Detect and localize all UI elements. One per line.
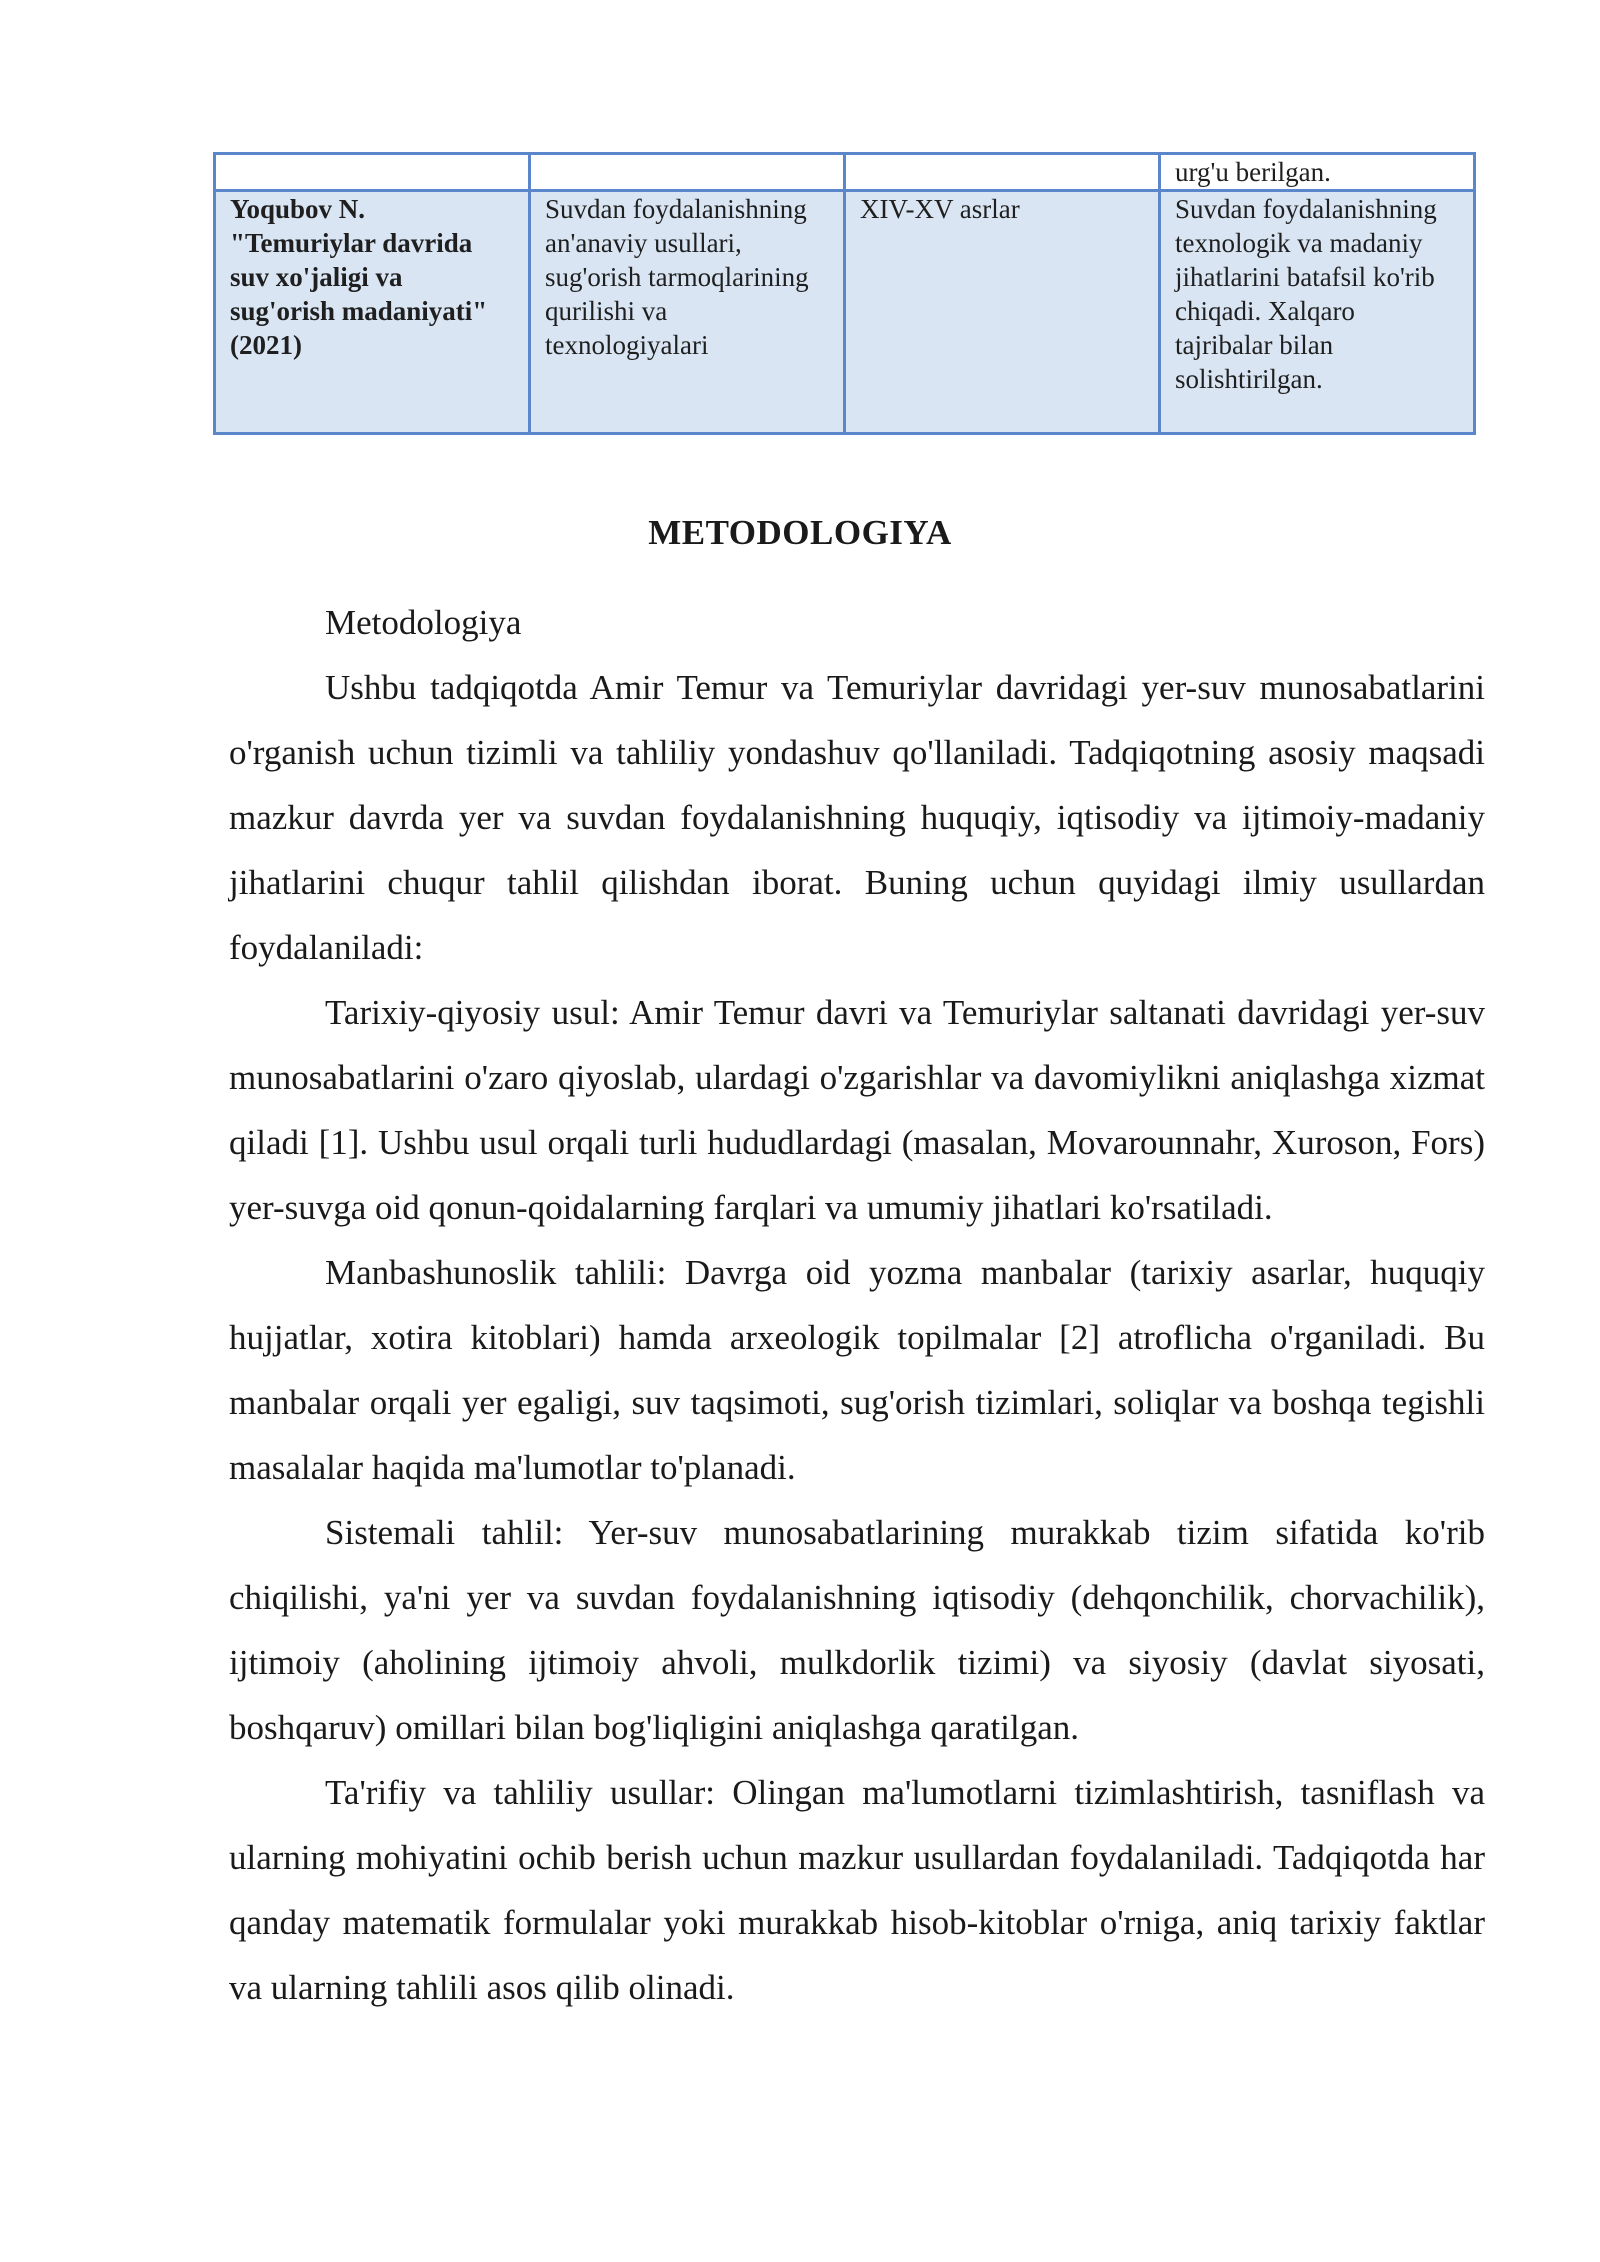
literature-review-table [213, 152, 1476, 435]
section-heading: METODOLOGIYA [648, 513, 952, 552]
subheading: Metodologiya [325, 603, 522, 642]
topic-cell: Suvdan foydalanishning an'anaviy usullari, sug'orish tarmoqlarining qurilishi va texnologiyalari [530, 191, 845, 434]
paragraph-source-analysis: Manbashunoslik tahlili: Davrga oid yozma manbalar (tarixiy asarlar, huquqiy hujjatlar, xotira kitoblari) hamda arxeologik topilmalar [2] atroflicha o'rganiladi. Bu manbalar orqali yer egaligi, suv taqsimoti, sug'orish tizimlari, soliqlar va boshqa tegishli masalalar haqida ma'lumotlar to'planadi. [229, 1253, 1485, 1487]
body-text [229, 590, 1485, 2020]
author-cell: Yoqubov N. "Temuriylar davrida suv xo'jaligi va sug'orish madaniyati" (2021) [215, 191, 530, 434]
table-cell: urg'u berilgan. [1160, 154, 1475, 191]
table-cell [530, 154, 845, 191]
table-cell [845, 154, 1160, 191]
notes-cell: Suvdan foydalanishning texnologik va madaniy jihatlarini batafsil ko'rib chiqadi. Xalqaro tajribalar bilan solishtirilgan. [1160, 191, 1475, 434]
table-row-continuation [215, 154, 1475, 191]
table-cell [215, 154, 530, 191]
paragraph-intro: Ushbu tadqiqotda Amir Temur va Temuriylar davridagi yer-suv munosabatlarini o'rganish uchun tizimli va tahliliy yondashuv qo'llaniladi. Tadqiqotning asosiy maqsadi mazkur davrda yer va suvdan foydalanishning huquqiy, iqtisodiy va ijtimoiy-madaniy jihatlarini chuqur tahlil qilishdan iborat. Buning uchun quyidagi ilmiy usullardan foydalaniladi: [229, 668, 1485, 967]
period-cell: XIV-XV asrlar [845, 191, 1160, 434]
paragraph-systemic-analysis: Sistemali tahlil: Yer-suv munosabatlarining murakkab tizim sifatida ko'rib chiqilishi, ya'ni yer va suvdan foydalanishning iqtisodiy (dehqonchilik, chorvachilik), ijtimoiy (aholining ijtimoiy ahvoli, mulkdorlik tizimi) va siyosiy (davlat siyosati, boshqaruv) omillari bilan bog'liqligini aniqlashga qaratilgan. [229, 1513, 1485, 1747]
paragraph-descriptive-methods: Ta'rifiy va tahliliy usullar: Olingan ma'lumotlarni tizimlashtirish, tasniflash va ularning mohiyatini ochib berish uchun mazkur usullardan foydalaniladi. Tadqiqotda har qanday matematik formulalar yoki murakkab hisob-kitoblar o'rniga, aniq tarixiy faktlar va ularning tahlili asos qilib olinadi. [229, 1773, 1485, 2007]
table-row [215, 191, 1475, 434]
paragraph-historical-comparative: Tarixiy-qiyosiy usul: Amir Temur davri va Temuriylar saltanati davridagi yer-suv munosabatlarini o'zaro qiyoslab, ulardagi o'zgarishlar va davomiylikni aniqlashga xizmat qiladi [1]. Ushbu usul orqali turli hududlardagi (masalan, Movarounnahr, Xuroson, Fors) yer-suvga oid qonun-qoidalarning farqlari va umumiy jihatlari ko'rsatiladi. [229, 993, 1485, 1227]
